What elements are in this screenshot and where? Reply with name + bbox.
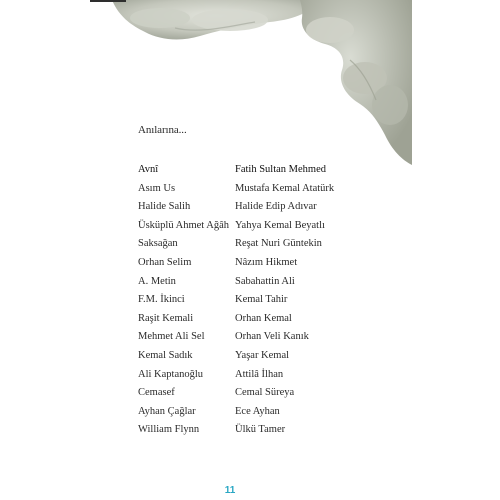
name-entry: Ece Ayhan xyxy=(235,405,280,417)
name-entry: Orhan Kemal xyxy=(235,312,292,324)
name-entry: Mustafa Kemal Atatürk xyxy=(235,182,335,194)
name-entry: William Flynn xyxy=(138,424,200,436)
names-column-left xyxy=(138,161,229,440)
name-entry: Asım Us xyxy=(138,182,176,194)
top-rule xyxy=(90,0,126,2)
name-entry: Raşit Kemali xyxy=(138,312,194,324)
name-entry: Ali Kaptanoğlu xyxy=(138,368,204,380)
names-column-right xyxy=(235,161,334,440)
name-entry: A. Metin xyxy=(138,275,176,287)
name-entry: Fatih Sultan Mehmed xyxy=(235,164,326,175)
name-entry: Ülkü Tamer xyxy=(235,424,286,436)
name-entry: Yahya Kemal Beyatlı xyxy=(235,219,325,231)
name-entry: Cemal Süreya xyxy=(235,387,295,399)
name-entry: Orhan Veli Kanık xyxy=(235,331,309,343)
name-entry: Kemal Sadık xyxy=(138,349,193,361)
name-entry: Üsküplü Ahmet Ağâh xyxy=(138,219,229,231)
name-entry: Cemasef xyxy=(138,387,175,399)
name-entry: Sabahattin Ali xyxy=(235,275,295,287)
dedication-line: Anılarına... xyxy=(138,124,187,136)
name-entry: F.M. İkinci xyxy=(138,294,185,306)
name-entry: Attilâ İlhan xyxy=(235,368,284,380)
name-entry: Avnî xyxy=(138,164,159,175)
name-entry: Halide Edip Adıvar xyxy=(235,201,317,213)
name-entry: Reşat Nuri Güntekin xyxy=(235,238,322,250)
name-entry: Yaşar Kemal xyxy=(235,349,290,361)
name-entry: Kemal Tahir xyxy=(235,294,288,306)
name-entry: Ayhan Çağlar xyxy=(138,405,196,417)
name-entry: Orhan Selim xyxy=(138,256,192,268)
page-number: 11 xyxy=(224,485,236,496)
name-entry: Nâzım Hikmet xyxy=(235,256,298,268)
name-entry: Mehmet Ali Sel xyxy=(138,331,205,343)
name-entry: Saksağan xyxy=(138,238,178,250)
name-entry: Halide Salih xyxy=(138,201,191,213)
smoke-illustration xyxy=(0,0,500,170)
